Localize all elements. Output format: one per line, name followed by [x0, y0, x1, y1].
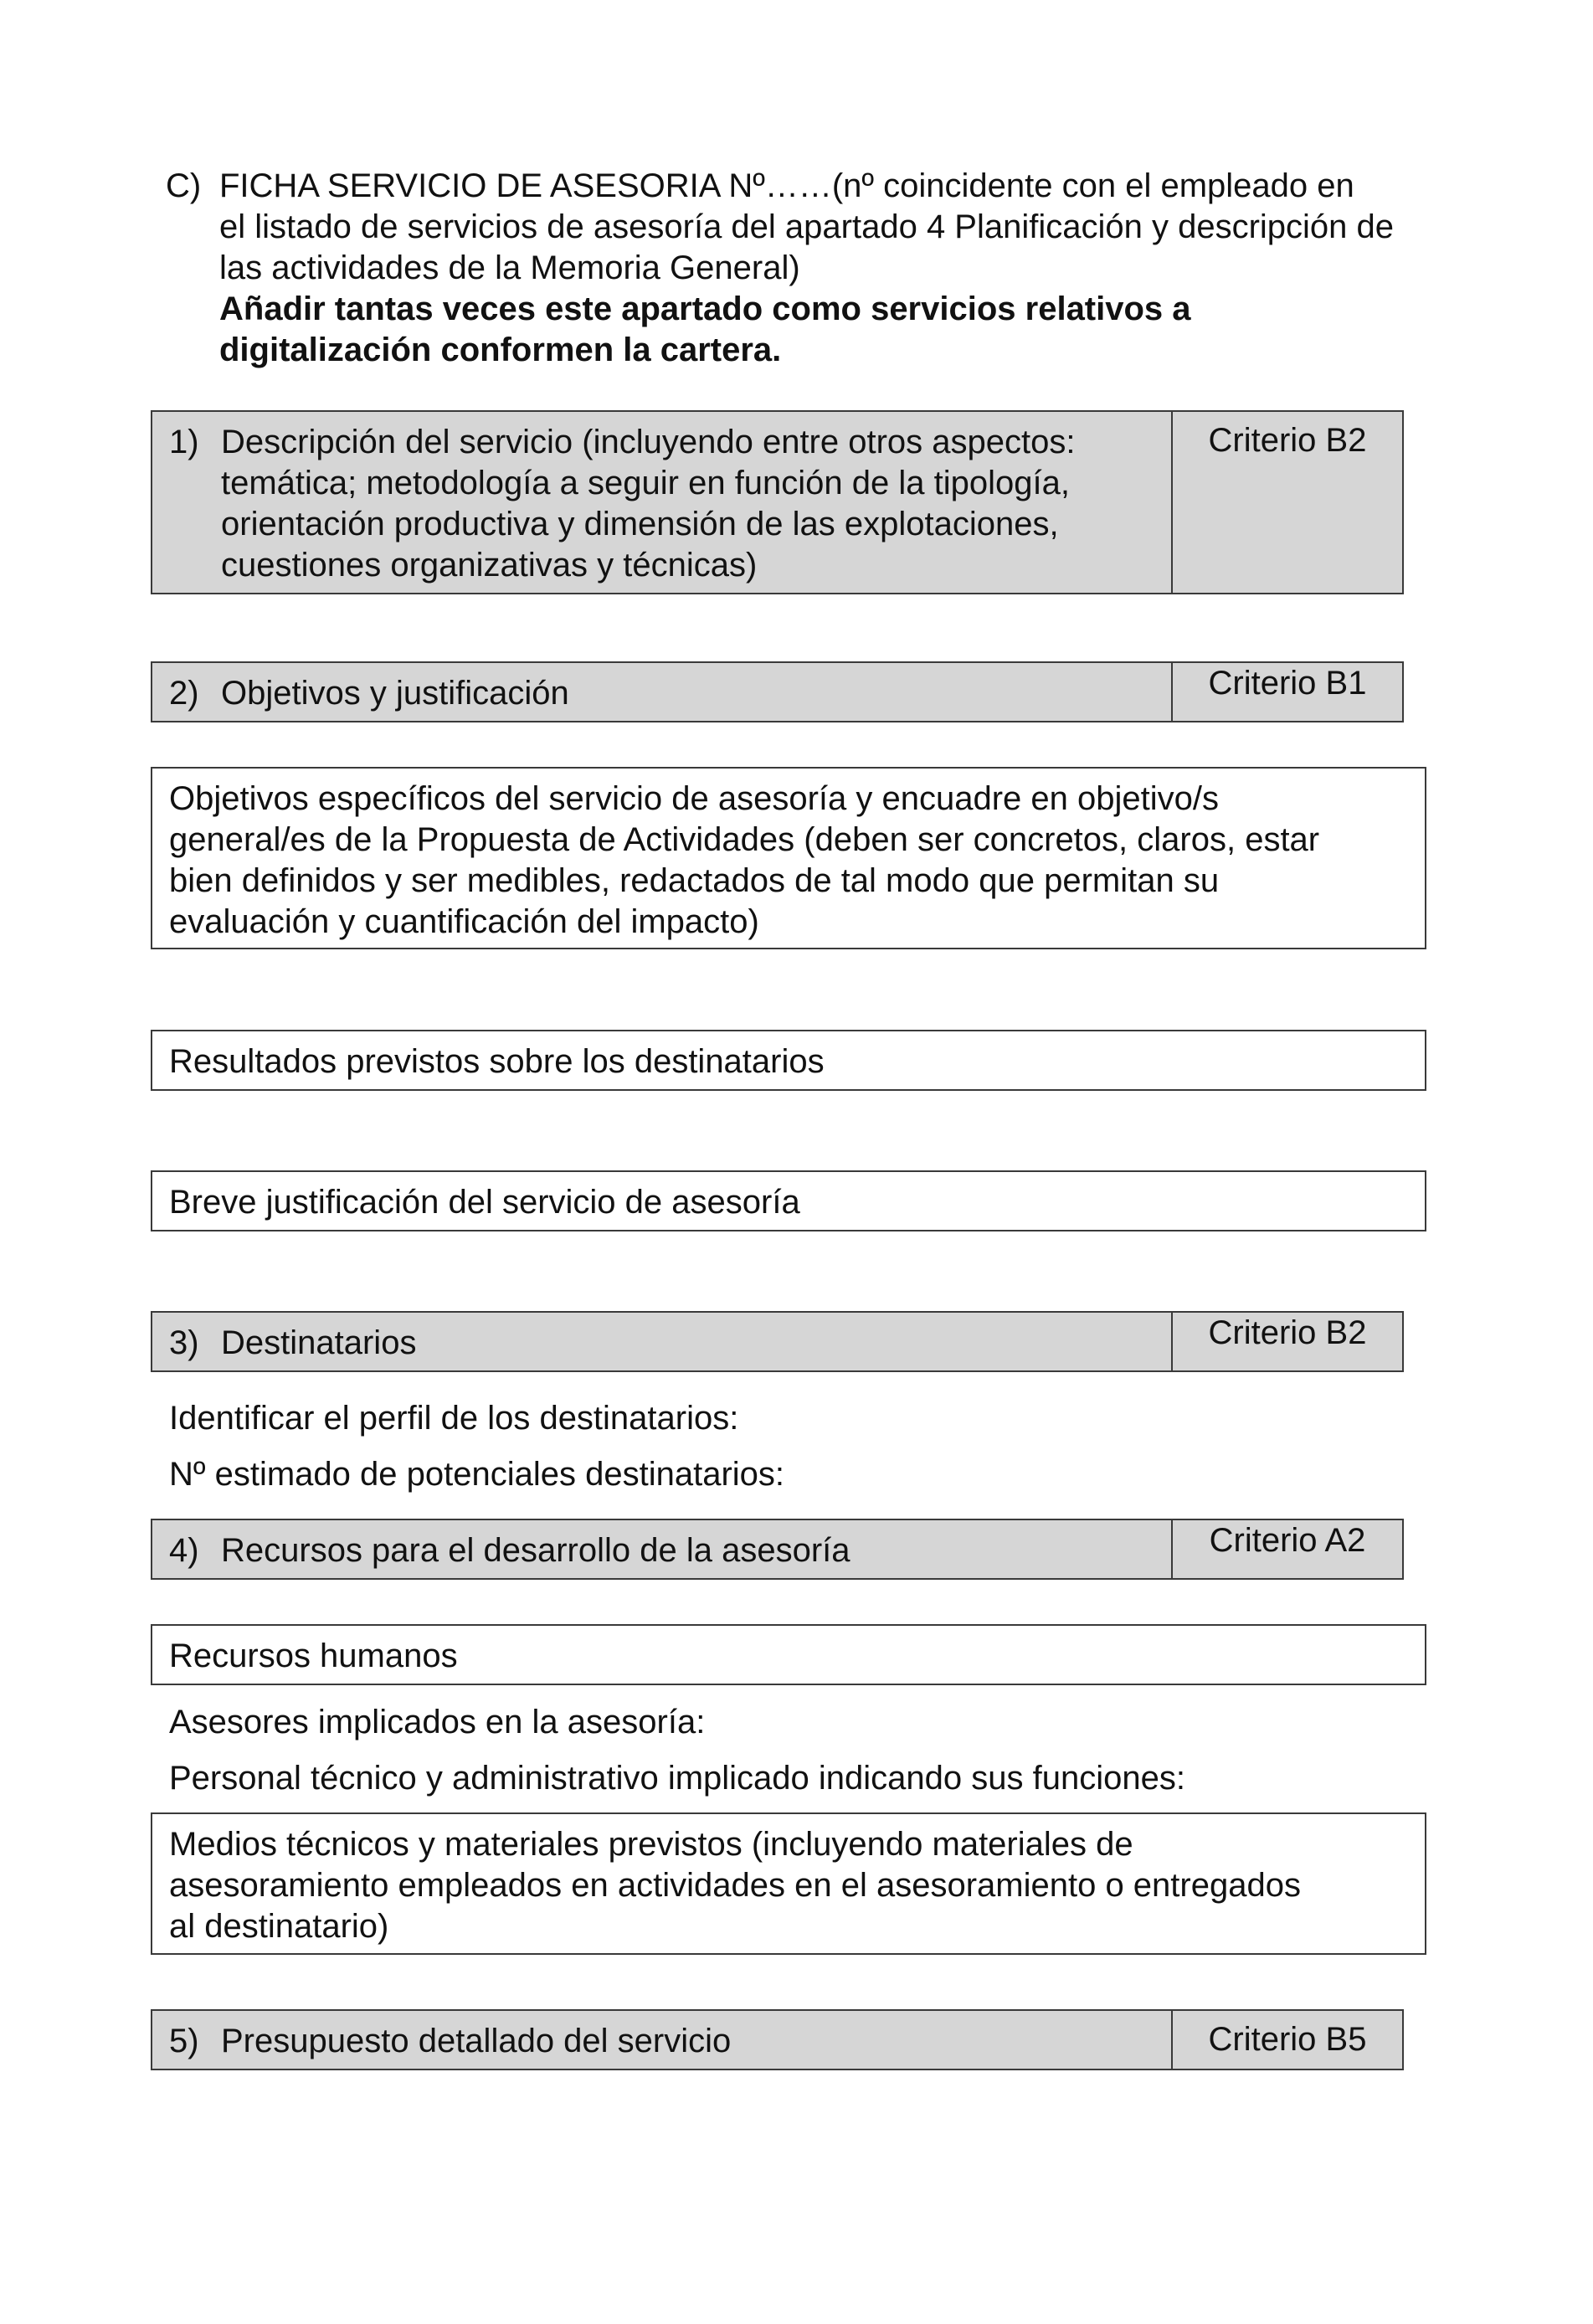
- medios-box: [151, 1812, 1426, 1955]
- section-5-header: [151, 2009, 1404, 2070]
- box-line: Recursos humanos: [169, 1638, 458, 1674]
- criterio-label: Criterio B5: [1208, 2021, 1367, 2058]
- recursos-humanos-box: [151, 1624, 1426, 1685]
- box-line: Objetivos específicos del servicio de asesoría y encuadre en objetivo/s: [169, 780, 1220, 817]
- section-title-line: Presupuesto detallado del servicio: [221, 2023, 732, 2059]
- personal-line: Personal técnico y administrativo implicado indicando sus funciones:: [169, 1760, 1185, 1797]
- intro-line: FICHA SERVICIO DE ASESORIA Nº……(nº coincidente con el empleado en: [219, 167, 1354, 204]
- intro-bold-line: digitalización conformen la cartera.: [219, 332, 782, 368]
- section-title-line: Descripción del servicio (incluyendo entre otros aspectos:: [221, 424, 1076, 460]
- section-number: 4): [169, 1532, 199, 1569]
- box-line: evaluación y cuantificación del impacto): [169, 903, 759, 940]
- section-2-header: [151, 661, 1404, 722]
- asesores-line: Asesores implicados en la asesoría:: [169, 1704, 706, 1740]
- box-line: al destinatario): [169, 1908, 389, 1945]
- criterio-label: Criterio A2: [1209, 1522, 1366, 1559]
- section-number: 2): [169, 675, 199, 712]
- section-number: 3): [169, 1324, 199, 1361]
- box-line: Resultados previstos sobre los destinatarios: [169, 1043, 825, 1080]
- section-2-title: [152, 663, 1173, 721]
- section-5-title: [152, 2011, 1173, 2069]
- section-title-line: Objetivos y justificación: [221, 675, 569, 712]
- criterio-label: Criterio B2: [1208, 422, 1367, 459]
- justificacion-box: [151, 1170, 1426, 1231]
- section-4-title: [152, 1520, 1173, 1578]
- intro-line: el listado de servicios de asesoría del apartado 4 Planificación y descripción de: [219, 208, 1395, 245]
- section-title-line: Recursos para el desarrollo de la asesoría: [221, 1532, 850, 1569]
- section-number: 5): [169, 2023, 199, 2059]
- box-line: general/es de la Propuesta de Actividades (deben ser concretos, claros, estar: [169, 821, 1320, 858]
- criterio-label: Criterio B1: [1208, 665, 1367, 702]
- intro-marker: C): [166, 167, 202, 204]
- section-title-line: temática; metodología a seguir en función de la tipología,: [221, 465, 1070, 501]
- section-title-line: orientación productiva y dimensión de las explotaciones,: [221, 506, 1059, 542]
- box-line: bien definidos y ser medibles, redactados de tal modo que permitan su: [169, 862, 1220, 899]
- section-title-line: cuestiones organizativas y técnicas): [221, 547, 758, 584]
- intro-block: [166, 166, 1480, 371]
- box-line: Breve justificación del servicio de asesoría: [169, 1184, 800, 1221]
- section-3-title: [152, 1313, 1173, 1370]
- section-1-header: [151, 410, 1404, 594]
- section-4-header: [151, 1519, 1404, 1580]
- intro-line: las actividades de la Memoria General): [219, 249, 800, 286]
- objetivos-box: [151, 767, 1426, 949]
- section-number: 1): [169, 424, 199, 460]
- intro-text: [219, 166, 1480, 371]
- resultados-box: [151, 1030, 1426, 1091]
- section-1-title: [152, 412, 1173, 593]
- section-title-line: Destinatarios: [221, 1324, 417, 1361]
- perfil-line: Identificar el perfil de los destinatarios:: [169, 1400, 739, 1437]
- criterio-label: Criterio B2: [1208, 1314, 1367, 1351]
- estimado-line: Nº estimado de potenciales destinatarios:: [169, 1456, 785, 1493]
- box-line: asesoramiento empleados en actividades en el asesoramiento o entregados: [169, 1867, 1301, 1904]
- box-line: Medios técnicos y materiales previstos (incluyendo materiales de: [169, 1826, 1133, 1863]
- intro-bold-line: Añadir tantas veces este apartado como servicios relativos a: [219, 290, 1191, 327]
- section-3-header: [151, 1311, 1404, 1372]
